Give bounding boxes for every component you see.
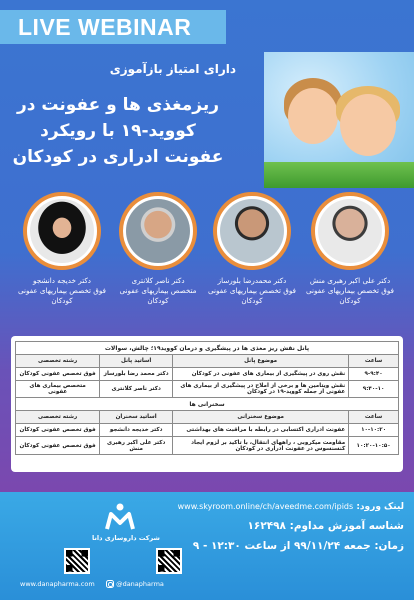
title-line: کووید-۱۹ با رویکرد [40, 121, 196, 141]
webinar-link[interactable]: www.skyroom.online/ch/aveedme.com/ipids [177, 502, 354, 511]
speaker-card [14, 192, 110, 306]
cme-id-value: ۱۶۲۴۹۸ [247, 520, 286, 532]
link-label: لینک ورود: [356, 502, 404, 512]
speaker-photo [318, 199, 382, 263]
children-photo [264, 52, 414, 188]
table-header-row: ساعت موضوع سخنرانی اساتید سخنران رشته تخصصی [16, 411, 399, 424]
speaker-photo [220, 199, 284, 263]
event-info [172, 502, 404, 552]
title-line: عفونت ادراری در کودکان [12, 147, 224, 167]
speaker-name: دکتر محمدرضا بلورساز [217, 276, 287, 285]
cme-credit-subtitle: دارای امتیاز بازآموزی [109, 62, 236, 76]
speakers-row [0, 192, 414, 322]
speaker-photo [126, 199, 190, 263]
table-row: ۹-۹:۴۰ نقش روی در پیشگیری از بیماری های عفونی در کودکان دکتر محمد رضا بلورساز فوق تخصص عفونی کودکان [16, 368, 399, 381]
instagram-handle[interactable] [104, 580, 164, 588]
title-line: ریزمغذی ها و عفونت در [16, 95, 220, 115]
speaker-name: دکتر ناصر کلانتری [131, 276, 185, 285]
company-name: شرکت داروسازی دانا [92, 534, 160, 542]
instagram-icon [106, 580, 114, 588]
webinar-title [0, 92, 236, 170]
live-webinar-badge: LIVE WEBINAR [0, 10, 226, 44]
speaker-name: دکتر خدیجه دانشجو [33, 276, 91, 285]
table-header-row: ساعت موضوع پانل اساتید پانل رشته تخصصی [16, 355, 399, 368]
schedule-table [15, 341, 399, 455]
instagram-qr-code[interactable] [156, 548, 182, 574]
event-time: زمان: جمعه ۹۹/۱۱/۲۴ از ساعت ۱۲:۳۰ - ۹ [192, 540, 404, 552]
speaker-card [302, 192, 398, 306]
speaker-title: متخصص بیماریهای عفونی کودکان [119, 286, 197, 305]
table-row: ۹:۴۰-۱۰ نقش ویتامین ها و برخی از املاح در پیشگیری از بیماری های عفونی از جمله کووید-۱۹ در کودکان دکتر ناصر کلانتری متخصص بیماری های عفونی [16, 381, 399, 398]
schedule-card [11, 336, 403, 472]
dana-logo-icon [101, 502, 139, 532]
footer [0, 492, 414, 600]
speaker-name: دکتر علی اکبر رهبری منش [309, 276, 391, 285]
table-row: ۱۰:۲۰-۱۰:۵۰ مقاومت میکروبی ، راههای انتقال، با تاکید بر لزوم ایجاد کنسنسوس در عفونت ادراری در کودکان دکتر علی اکبر رهبری منش فوق تخصص عفونی کودکان [16, 437, 399, 454]
table-row: ۱۰-۱۰:۲۰ عفونت ادراری اکتسابی در رابطه با مراقبت های بهداشتی دکتر خدیجه دانشجو فوق تخصص عفونی کودکان [16, 424, 399, 437]
talks-title: سخنرانی ها [16, 398, 399, 411]
website-qr-code[interactable] [64, 548, 90, 574]
cme-id-label: شناسه آموزش مداوم: [289, 520, 404, 532]
speaker-title: فوق تخصص بیماریهای عفونی کودکان [17, 286, 106, 305]
speaker-photo [30, 199, 94, 263]
company-logo [92, 502, 160, 542]
speaker-card [204, 192, 300, 306]
speaker-card [110, 192, 206, 306]
instagram-text: @danapharma [116, 580, 164, 588]
website-text[interactable]: www.danapharma.com [20, 580, 95, 588]
panel-title: پانل نقش ریز مغذی ها در پیشگیری و درمان کووید۱۹؛ چالش، سوالات [16, 342, 399, 355]
speaker-title: فوق تخصص بیماریهای عفونی کودکان [305, 286, 394, 305]
speaker-title: فوق تخصص بیماریهای عفونی کودکان [207, 286, 296, 305]
